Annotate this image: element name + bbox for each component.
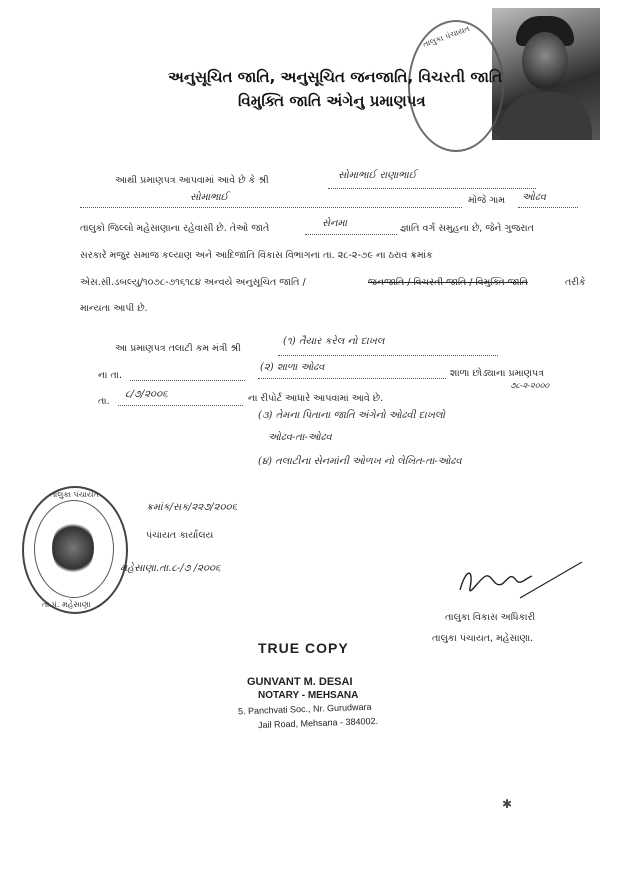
ink-mark: ✱ — [502, 797, 513, 811]
office-seal-text: તાલુકા પંચાયત — [50, 490, 99, 499]
hand-note-1: (૩) તેમના પિતાના જાતિ અંગેનો ઓઢવી દાખલો — [258, 410, 446, 421]
body-line-7-prefix: આ પ્રમાણપત્ર તલાટી કમ મંત્રી શ્રી — [115, 343, 241, 354]
body-line-5: એસ.સી.ડબલ્યુ/૧૦૭૮-૭૧૬૧૮૪ અન્વયે અનુસૂચિત જાતિ / — [80, 277, 306, 288]
notary-name: GUNVANT M. DESAI — [247, 676, 353, 688]
caste-underline — [305, 234, 397, 235]
office-seal-emblem — [52, 520, 94, 576]
body-line-6: માન્યતા આપી છે. — [80, 303, 148, 314]
leaving-date: ૭૮-૨-૨૦૦૦ — [510, 381, 550, 390]
body-line-9-rest: ના રીપોર્ટ આધારે આપવામાં આવે છે. — [248, 393, 384, 404]
village-underline — [518, 207, 578, 208]
title-line-1: અનુસૂચિત જાતિ, અનુસૂચિત જનજાતિ, વિચરતી જાતિ — [168, 68, 503, 86]
office-date: મહેસાણા.તા.૮-/૭ /૨૦૦૬ — [120, 563, 221, 574]
photo-face — [522, 32, 568, 90]
body-line-5-struck: જનજાતિ / વિચરતી જાતિ / વિમુક્તિ જાતિ — [368, 277, 528, 288]
notary-address-1: 5. Panchvati Soc., Nr. Gurudwara — [237, 701, 372, 717]
caste-value: સેનમા — [322, 218, 348, 229]
village-name: ઓઢવ — [522, 192, 546, 203]
signatory-title: તાલુકા વિકાસ અધિકારી — [445, 612, 536, 623]
notary-role: NOTARY - MEHSANA — [258, 690, 359, 701]
notary-address-2: Jail Road, Mehsana - 384002. — [257, 715, 379, 731]
photo-shirt — [500, 92, 592, 140]
talati-value: (૧) તૈયાર કરેલ નો દાખલ — [283, 336, 385, 347]
signatory-office: તાલુકા પંચાયત, મહેસાણા. — [432, 633, 534, 644]
office-seal-bottom: તા.પં. મહેસાણા — [42, 600, 91, 609]
talati-underline — [278, 355, 498, 356]
applicant-name: સોમાભાઈ રાણાભાઈ — [338, 170, 417, 181]
hand-note-3: (૪) તલાટીના સેનમાંની ઓળખ નો લેખિત-તા-ઓઢવ — [258, 456, 462, 467]
body-line-3: તાલુકો જિલ્લો મહેસાણાના રહેવાસી છે. તેઓ જાતે — [80, 223, 270, 234]
body-line-8-mid: શાળા છોડ્યાના પ્રમાણપત્ર — [450, 368, 544, 379]
report-date: ૮/૭/૨૦૦૬ — [125, 389, 168, 400]
reference-number: ક્રમાંક/સક/૨૨૭/૨૦૦૬ — [146, 502, 238, 513]
mouje-label: મોજે ગામ — [468, 195, 506, 206]
officer-signature — [450, 558, 590, 608]
applicant-name-2: સોમાભાઈ — [190, 192, 229, 203]
body-line-8-prefix: ના તા. — [98, 370, 123, 381]
body-line-9-prefix: તા. — [98, 396, 110, 407]
office-name: પંચાયત કાર્યાલય — [146, 530, 214, 541]
body-line-3-rest: જ્ઞાતિ વર્ગ સમુહના છે, જેને ગુજરાત — [400, 223, 534, 234]
true-copy-stamp: TRUE COPY — [258, 640, 349, 656]
name-underline — [328, 188, 536, 189]
body-line-5-end: તરીકે — [565, 277, 586, 288]
report-date-underline — [118, 405, 243, 406]
title-line-2: વિમુક્તિ જાતિ અંગેનુ પ્રમાણપત્ર — [238, 92, 426, 110]
applicant-photo — [492, 8, 600, 140]
body-line-4: સરકારે મજુર સમાજ કલ્યાણ અને આદિજાતિ વિકાસ વિભાગના તા. ૨૮-૨-૭૯ ના ઠરાવ ક્રમાંક — [80, 250, 433, 261]
photo-seal-text: તાલુકા પંચાયત — [421, 23, 471, 50]
school-value: (૨) શાળા ઓઢવ — [260, 362, 325, 373]
name2-underline — [80, 207, 462, 208]
hand-note-2: ઓઢવ-તા-ઓઢવ — [268, 432, 332, 443]
school-underline — [258, 378, 446, 379]
body-line-1-prefix: આથી પ્રમાણપત્ર આપવામાં આવે છે કે શ્રી — [115, 175, 269, 186]
date1-underline — [130, 380, 245, 381]
